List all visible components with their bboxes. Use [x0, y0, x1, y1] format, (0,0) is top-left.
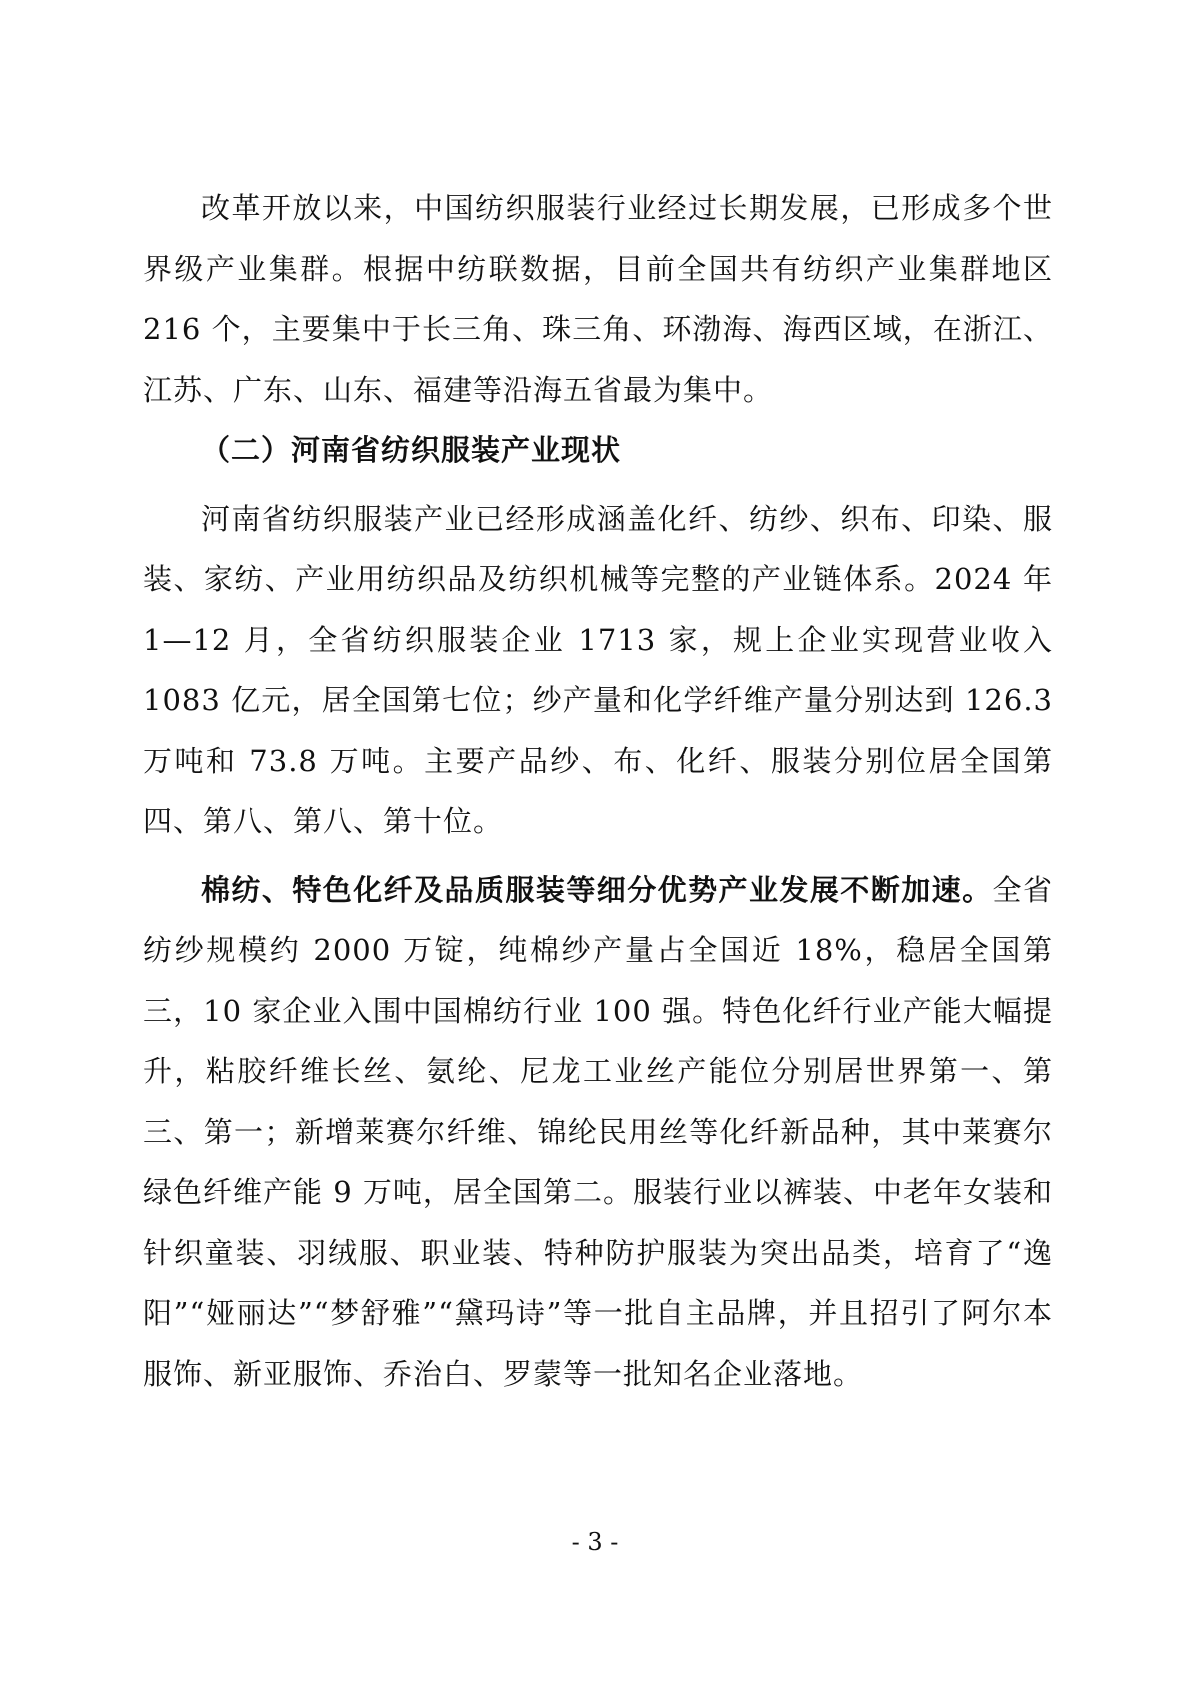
document-body	[143, 178, 1053, 1404]
spacer	[143, 481, 1053, 489]
spacer	[143, 852, 1053, 860]
paragraph-lead-sentence: 棉纺、特色化纤及品质服装等细分优势产业发展不断加速。	[201, 872, 993, 907]
page-number: - 3 -	[571, 1528, 619, 1556]
paragraph-advantage-industries	[143, 860, 1053, 1405]
paragraph-body-text: 全省纺纱规模约 2000 万锭，纯棉纱产量占全国近 18%，稳居全国第三，10 家企业入围中国棉纺行业 100 强。特色化纤行业产能大幅提升，粘胶纤维长丝、氨纶、尼龙工业丝产能位分别居世界第一、第三、第一；新增莱赛尔纤维、锦纶民用丝等化纤新品种，其中莱赛尔绿色纤维产能 9 万吨，居全国第二。服装行业以裤装、中老年女装和针织童装、羽绒服、职业装、特种防护服装为突出品类，培育了“逸阳”“娅丽达”“梦舒雅”“黛玛诗”等一批自主品牌，并且招引了阿尔本服饰、新亚服饰、乔治白、罗蒙等一批知名企业落地。	[143, 872, 1053, 1391]
section-heading-henan-status: （二）河南省纺织服装产业现状	[201, 433, 622, 467]
paragraph-henan-overview: 河南省纺织服装产业已经形成涵盖化纤、纺纱、织布、印染、服装、家纺、产业用纺织品及纺织机械等完整的产业链体系。2024 年 1—12 月，全省纺织服装企业 1713 家，规上企业实现营业收入 1083 亿元，居全国第七位；纱产量和化学纤维产量分别达到 126.3 万吨和 73.8 万吨。主要产品纱、布、化纤、服装分别位居全国第四、第八、第八、第十位。	[143, 501, 1053, 838]
paragraph-industry-clusters: 改革开放以来，中国纺织服装行业经过长期发展，已形成多个世界级产业集群。根据中纺联数据，目前全国共有纺织产业集群地区 216 个，主要集中于长三角、珠三角、环渤海、海西区域，在浙江、江苏、广东、山东、福建等沿海五省最为集中。	[143, 191, 1053, 407]
